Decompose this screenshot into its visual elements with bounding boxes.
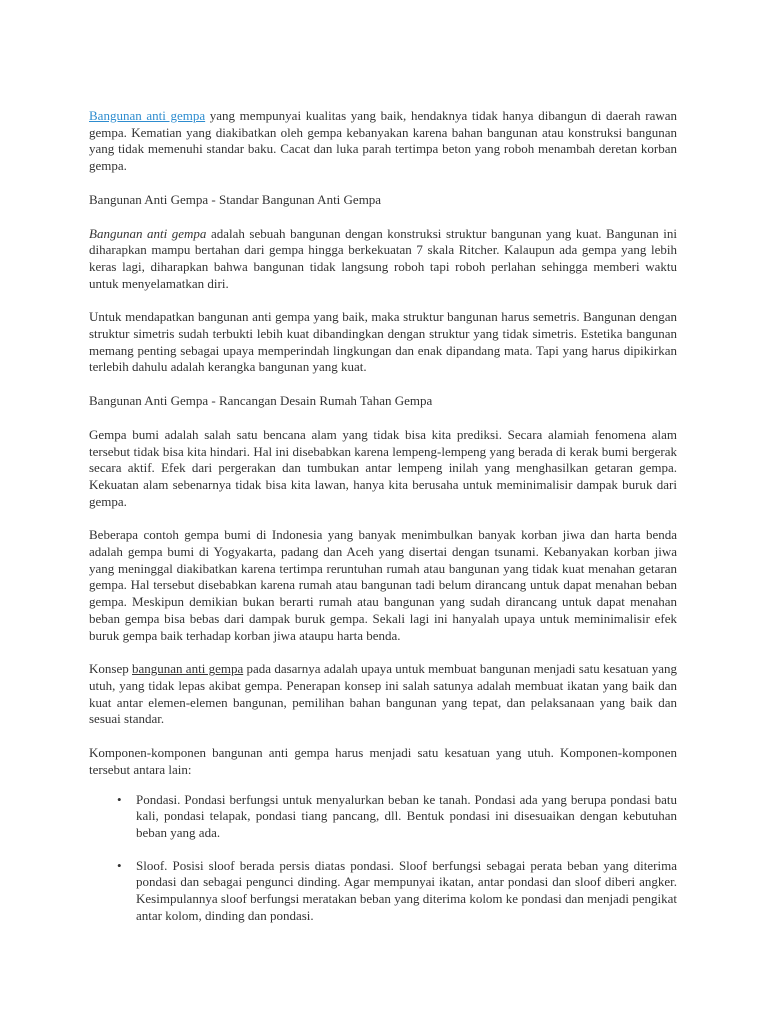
concept-text: pada dasarnya adalah upaya untuk membuat bangunan menjadi satu kesatuan yang utuh, yang tidak lepas akibat gempa. Penerapan konsep ini salah satunya adalah membuat ikatan yang baik dan kuat antar elemen-elemen bangunan, pemilihan bahan bangunan yang tepat, dan pelaksanaan yang baik dan sesuai standar. bbox=[89, 661, 678, 727]
section-heading-standar: Bangunan Anti Gempa - Standar Bangunan Anti Gempa bbox=[89, 191, 382, 207]
bullet-icon: • bbox=[117, 857, 122, 873]
concept-paragraph bbox=[89, 661, 677, 728]
section-heading-rancangan: Bangunan Anti Gempa - Rancangan Desain Rumah Tahan Gempa bbox=[89, 393, 433, 409]
earthquake-paragraph: Gempa bumi adalah salah satu bencana alam yang tidak bisa kita prediksi. Secara alamiah fenomena alam tersebut tidak bisa kita hindari. Hal ini disebabkan karena lempeng-lempeng yang berada di kerak bumi bergerak secara aktif. Efek dari pergerakan dan tumbukan antar lempeng inilah yang menghasilkan getaran gempa. Kekuatan alam sebenarnya tidak bisa kita lawan, hanya kita berusaha untuk meminimalisir dampak buruk dari gempa. bbox=[89, 426, 677, 509]
examples-paragraph: Beberapa contoh gempa bumi di Indonesia yang banyak menimbulkan banyak korban jiwa dan harta benda adalah gempa bumi di Yogyakarta, padang dan Aceh yang disertai dengan tsunami. Kebanyakan korban jiwa yang meninggal diakibatkan karena tertimpa reruntuhan rumah atau bangunan yang tidak kuat menahan getaran gempa. Hal tersebut disebabkan karena rumah atau bangunan tadi belum dirancang untuk dapat menahan beban gempa. Meskipun demikian bukan berarti rumah atau bangunan yang sudah dirancang untuk dapat menahan beban gempa bisa bebas dari dampak buruk gempa. Sekali lagi ini hanyalah upaya untuk meminimalisir efek buruk gempa baik terhadap korban jiwa ataupu harta benda. bbox=[89, 527, 677, 643]
components-intro-paragraph: Komponen-komponen bangunan anti gempa harus menjadi satu kesatuan yang utuh. Komponen-komponen tersebut antara lain: bbox=[89, 745, 677, 777]
bangunan-anti-gempa-link[interactable]: Bangunan anti gempa bbox=[89, 108, 206, 123]
list-item-text: Pondasi. Pondasi berfungsi untuk menyalurkan beban ke tanah. Pondasi ada yang berupa pondasi batu kali, pondasi telapak, pondasi tiang pancang, dll. Bentuk pondasi ini disesuaikan dengan kebutuhan beban yang ada. bbox=[136, 791, 677, 840]
document-body bbox=[89, 108, 677, 940]
concept-prefix: Konsep bbox=[89, 661, 132, 677]
concept-link[interactable]: bangunan anti gempa bbox=[132, 661, 244, 677]
definition-italic-term: Bangunan anti gempa bbox=[89, 225, 207, 241]
list-item-text: Sloof. Posisi sloof berada persis diatas pondasi. Sloof berfungsi sebagai perata beban yang diterima pondasi dan sebagai pengunci dinding. Agar mempunyai ikatan, antar pondasi dan sloof diberi angker. Kesimpulannya sloof berfungsi meratakan beban yang diterima kolom ke pondasi dan menjadi pengikat antar kolom, dinding dan pondasi. bbox=[136, 857, 677, 923]
intro-text: yang mempunyai kualitas yang baik, hendaknya tidak hanya dibangun di daerah rawan gempa. Kematian yang diakibatkan oleh gempa kebanyakan karena bahan bangunan atau konstruksi bangunan yang tidak memenuhi standar baku. Cacat dan luka parah tertimpa beton yang roboh menambah deretan korban gempa. bbox=[89, 108, 678, 174]
components-list bbox=[89, 792, 677, 925]
definition-paragraph bbox=[89, 226, 677, 293]
list-item-sloof bbox=[89, 858, 677, 925]
bullet-icon: • bbox=[117, 791, 122, 807]
list-item-pondasi bbox=[89, 792, 677, 842]
intro-paragraph bbox=[89, 108, 677, 175]
definition-text: adalah sebuah bangunan dengan konstruksi struktur bangunan yang kuat. Bangunan ini diharapkan mampu bertahan dari gempa hingga berkekuatan 7 skala Ritcher. Kalaupun ada gempa yang lebih keras lagi, diharapkan bahwa bangunan tidak langsung roboh tapi roboh perlahan sehingga memberi waktu untuk menyelamatkan diri. bbox=[89, 225, 678, 291]
symmetry-paragraph: Untuk mendapatkan bangunan anti gempa yang baik, maka struktur bangunan harus semetris. Bangunan dengan struktur simetris sudah terbukti lebih kuat dibandingkan dengan struktur yang tidak simetris. Estetika bangunan memang penting sebagai upaya memperindah lingkungan dan enak dipandang mata. Tapi yang harus dipikirkan terlebih dahulu adalah kerangka bangunan yang kuat. bbox=[89, 309, 677, 375]
